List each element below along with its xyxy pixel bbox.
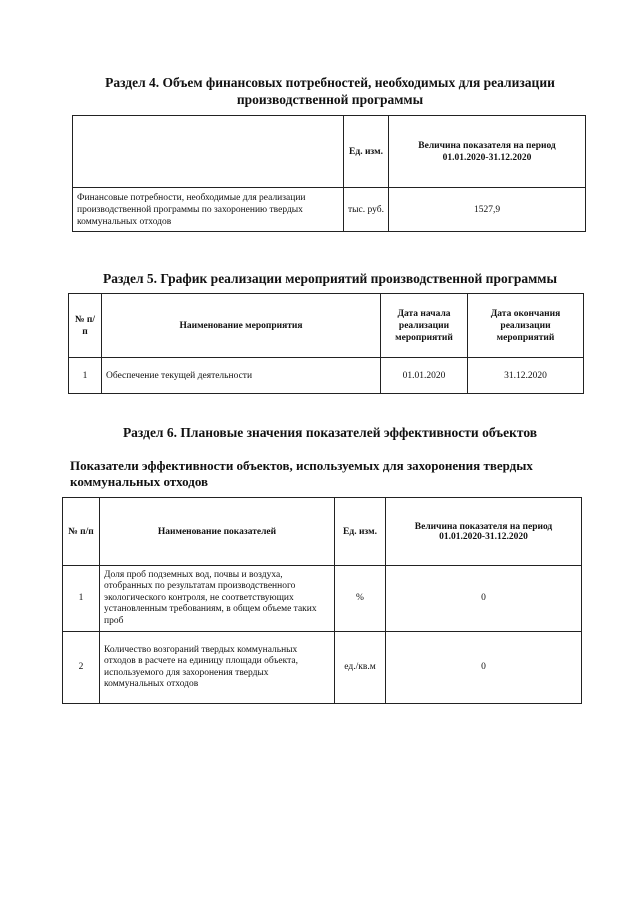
row-start: 01.01.2020 [381,358,468,394]
header-value-line1: Величина показателя на период [418,140,556,151]
section-4-title-line2: производственной программы [236,92,424,107]
header-start: Дата начала реализации мероприятий [381,294,468,358]
row-value: 0 [386,632,582,704]
header-value-line2: 01.01.2020-31.12.2020 [439,531,528,542]
row-unit: ед./кв.м [335,632,386,704]
section-4-heading [60,74,600,108]
header-cell-empty [73,116,344,188]
row-value: 1527,9 [389,188,586,232]
subtitle-line2: коммунальных отходов [70,474,209,489]
table-header-row [63,498,582,566]
section-6-subtitle [70,458,590,490]
table-header-row [73,116,586,188]
section-4-title-line1: Раздел 4. Объем финансовых потребностей, необходимых для реализации [105,75,555,90]
row-unit: % [335,566,386,632]
subtitle-line1: Показатели эффективности объектов, используемых для захоронения твердых [70,458,533,473]
table-header-row [69,294,584,358]
row-end: 31.12.2020 [468,358,584,394]
header-value-line1: Величина показателя на период [414,521,553,532]
header-unit: Ед. изм. [335,498,386,566]
table-row [69,358,584,394]
row-num: 2 [63,632,100,704]
row-unit: тыс. руб. [344,188,389,232]
row-value: 0 [386,566,582,632]
section-4-table [72,115,586,232]
section-6-title: Раздел 6. Плановые значения показателей эффективности объектов [122,425,538,440]
header-num: № п/п [69,294,102,358]
row-num: 1 [69,358,102,394]
header-num: № п/п [63,498,100,566]
section-5-title: Раздел 5. График реализации мероприятий производственной программы [102,271,558,286]
header-end: Дата окончания реализации мероприятий [468,294,584,358]
section-5-table [68,293,584,394]
table-row [63,632,582,704]
section-6-table [62,497,582,704]
header-value [389,116,586,188]
row-name: Обеспечение текущей деятельности [102,358,381,394]
row-name: Количество возгораний твердых коммунальных отходов в расчете на единицу площади объекта, используемого для захоронения твердых коммунальных отходов [100,632,335,704]
header-value [386,498,582,566]
table-row [73,188,586,232]
row-name: Доля проб подземных вод, почвы и воздуха, отобранных по результатам производственного экологического контроля, не соответствующих установленным требованиям, в общем объеме таких проб [100,566,335,632]
row-num: 1 [63,566,100,632]
header-name: Наименование мероприятия [102,294,381,358]
header-name: Наименование показателей [100,498,335,566]
row-name: Финансовые потребности, необходимые для реализации производственной программы по захоронению твердых коммунальных отходов [73,188,344,232]
header-unit: Ед. изм. [344,116,389,188]
table-row [63,566,582,632]
header-value-line2: 01.01.2020-31.12.2020 [442,152,532,163]
